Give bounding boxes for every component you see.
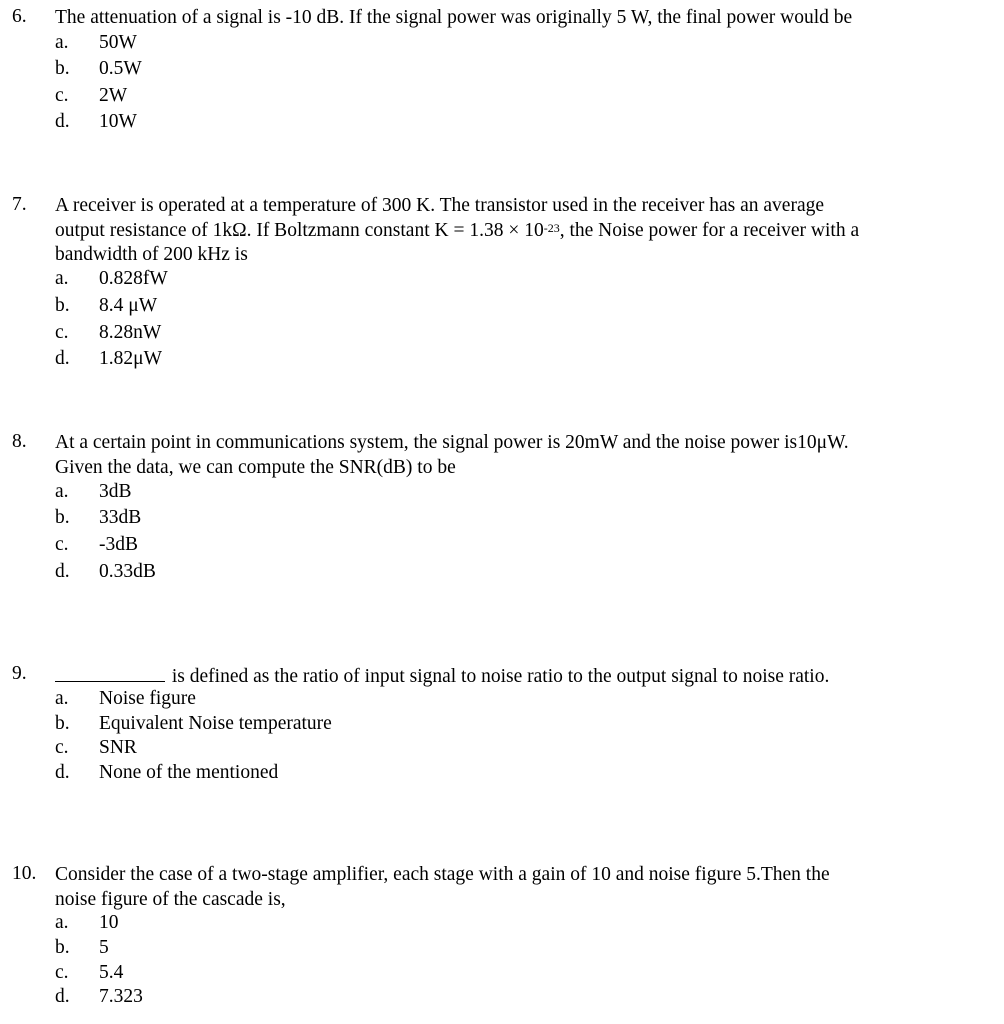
option-letter: d.	[55, 561, 70, 582]
option-letter: d.	[55, 986, 70, 1007]
option-text: 0.828fW	[99, 268, 168, 289]
option-letter: b.	[55, 295, 70, 316]
question-line: is defined as the ratio of input signal to noise ratio to the output signal to noise ratio.	[171, 666, 830, 687]
option-letter: b.	[55, 937, 70, 958]
question-text	[55, 194, 955, 268]
question-number: 8.	[12, 431, 27, 452]
option-letter: c.	[55, 322, 69, 343]
option-text: 10W	[99, 111, 137, 132]
option-letter: b.	[55, 713, 70, 734]
option-text: 33dB	[99, 507, 142, 528]
question-text	[55, 663, 955, 690]
option-text: 0.33dB	[99, 561, 156, 582]
option-text: -3dB	[99, 534, 138, 555]
option-letter: c.	[55, 534, 69, 555]
question-text	[55, 6, 955, 31]
option-text: 3dB	[99, 481, 132, 502]
option-letter: d.	[55, 762, 70, 783]
question-text	[55, 431, 955, 480]
option-text: SNR	[99, 737, 137, 758]
option-text: 8.28nW	[99, 322, 162, 343]
option-letter: d.	[55, 111, 70, 132]
question-line: Given the data, we can compute the SNR(dB) to be	[55, 456, 456, 478]
question-line: noise figure of the cascade is,	[55, 888, 286, 910]
option-text: None of the mentioned	[99, 762, 279, 783]
option-text: 2W	[99, 85, 128, 106]
option-letter: a.	[55, 912, 69, 933]
question-line: Consider the case of a two-stage amplifier, each stage with a gain of 10 and noise figure 5.Then the	[55, 864, 830, 885]
option-text: 10	[99, 912, 119, 933]
option-letter: c.	[55, 737, 69, 758]
option-text: 0.5W	[99, 58, 142, 79]
question-text	[55, 863, 955, 912]
option-text: 1.82μW	[99, 348, 162, 369]
option-letter: c.	[55, 85, 69, 106]
question-line: bandwidth of 200 kHz is	[55, 244, 248, 265]
question-number: 10.	[12, 863, 37, 884]
question-line: At a certain point in communications system, the signal power is 20mW and the noise power is10μW.	[55, 432, 849, 453]
option-letter: c.	[55, 962, 69, 983]
option-text: 8.4 μW	[99, 295, 158, 316]
question-number: 6.	[12, 6, 27, 27]
question-number: 9.	[12, 663, 27, 684]
option-letter: a.	[55, 32, 69, 53]
option-text: 7.323	[99, 986, 143, 1007]
fill-in-blank[interactable]	[55, 663, 165, 682]
option-letter: a.	[55, 481, 69, 502]
option-text: 50W	[99, 32, 137, 53]
option-text: 5	[99, 937, 109, 958]
option-text: 5.4	[99, 962, 124, 983]
question-line: The attenuation of a signal is -10 dB. If the signal power was originally 5 W, the final power would be	[55, 7, 853, 28]
option-letter: a.	[55, 688, 69, 709]
question-line: A receiver is operated at a temperature of 300 K. The transistor used in the receiver has an average	[55, 195, 825, 216]
option-text: Equivalent Noise temperature	[99, 713, 332, 734]
option-letter: b.	[55, 58, 70, 79]
option-letter: a.	[55, 268, 69, 289]
question-number: 7.	[12, 194, 27, 215]
option-text: Noise figure	[99, 688, 196, 709]
option-letter: b.	[55, 507, 70, 528]
option-letter: d.	[55, 348, 70, 369]
question-line: output resistance of 1kΩ. If Boltzmann constant $K = 1.38 \times 10^{-23}$, the Noise power for a receiver with a	[55, 219, 860, 241]
exponent: -23	[543, 220, 560, 235]
